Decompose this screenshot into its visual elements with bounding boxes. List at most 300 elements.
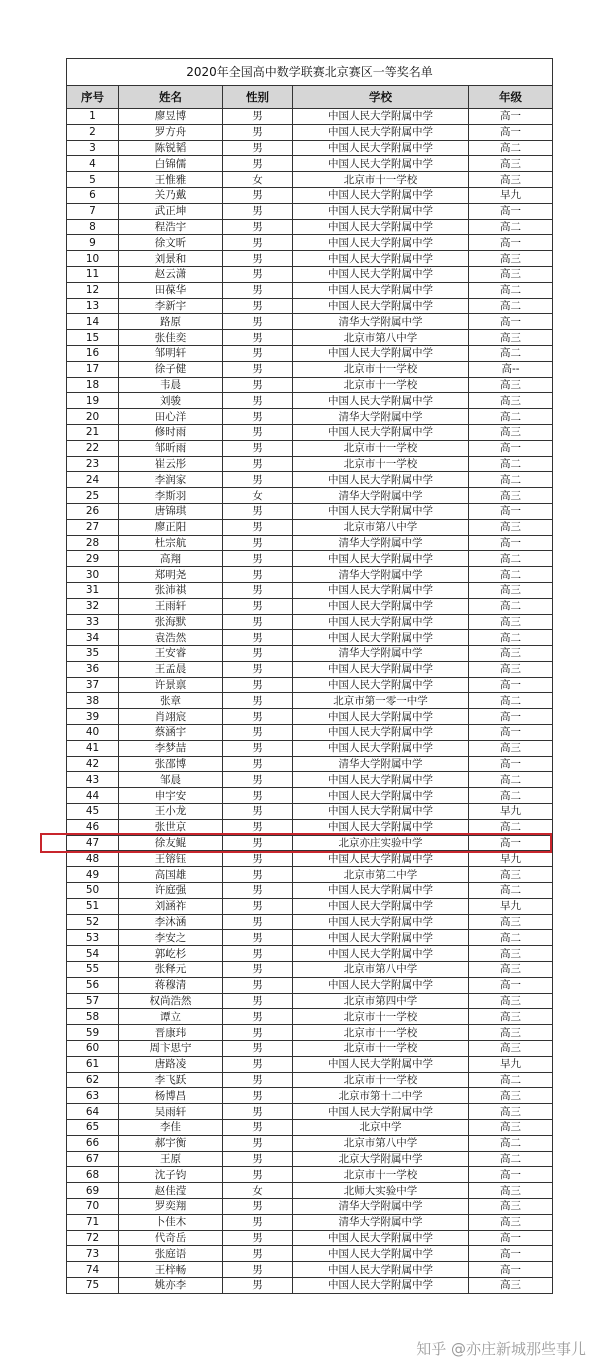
table-row <box>67 409 553 425</box>
cell-grade: 高二 <box>469 298 553 314</box>
cell-gender: 男 <box>223 1120 293 1136</box>
cell-school: 中国人民大学附属中学 <box>293 883 469 899</box>
cell-gender: 男 <box>223 503 293 519</box>
table-row <box>67 598 553 614</box>
cell-school: 中国人民大学附属中学 <box>293 393 469 409</box>
cell-school: 北京市第十二中学 <box>293 1088 469 1104</box>
cell-grade: 高二 <box>469 551 553 567</box>
cell-grade: 高一 <box>469 725 553 741</box>
cell-index: 11 <box>67 266 119 282</box>
cell-name: 邹明轩 <box>119 345 223 361</box>
cell-index: 65 <box>67 1120 119 1136</box>
cell-grade: 高二 <box>469 1135 553 1151</box>
table-row <box>67 788 553 804</box>
cell-school: 中国人民大学附属中学 <box>293 298 469 314</box>
cell-school: 中国人民大学附属中学 <box>293 819 469 835</box>
cell-gender: 男 <box>223 235 293 251</box>
cell-index: 32 <box>67 598 119 614</box>
cell-name: 张邵博 <box>119 756 223 772</box>
cell-name: 廖正阳 <box>119 519 223 535</box>
table-row <box>67 977 553 993</box>
cell-gender: 女 <box>223 1183 293 1199</box>
table-row <box>67 646 553 662</box>
table-row <box>67 109 553 125</box>
cell-gender: 男 <box>223 851 293 867</box>
cell-grade: 高二 <box>469 409 553 425</box>
table-row <box>67 440 553 456</box>
cell-gender: 男 <box>223 424 293 440</box>
table-row <box>67 883 553 899</box>
table-row <box>67 1214 553 1230</box>
cell-grade: 高三 <box>469 914 553 930</box>
cell-index: 18 <box>67 377 119 393</box>
cell-index: 3 <box>67 140 119 156</box>
table-row <box>67 172 553 188</box>
cell-index: 34 <box>67 630 119 646</box>
cell-grade: 高二 <box>469 456 553 472</box>
cell-grade: 高二 <box>469 219 553 235</box>
cell-school: 清华大学附属中学 <box>293 1214 469 1230</box>
cell-school: 中国人民大学附属中学 <box>293 203 469 219</box>
cell-school: 清华大学附属中学 <box>293 409 469 425</box>
cell-school: 中国人民大学附属中学 <box>293 187 469 203</box>
cell-gender: 男 <box>223 330 293 346</box>
cell-index: 31 <box>67 582 119 598</box>
cell-index: 35 <box>67 646 119 662</box>
cell-gender: 男 <box>223 946 293 962</box>
table-row <box>67 582 553 598</box>
cell-gender: 男 <box>223 298 293 314</box>
cell-name: 武正坤 <box>119 203 223 219</box>
cell-school: 中国人民大学附属中学 <box>293 472 469 488</box>
table-row <box>67 930 553 946</box>
cell-grade: 高一 <box>469 977 553 993</box>
cell-grade: 高三 <box>469 1277 553 1293</box>
cell-index: 17 <box>67 361 119 377</box>
cell-gender: 男 <box>223 835 293 851</box>
cell-gender: 男 <box>223 962 293 978</box>
cell-index: 49 <box>67 867 119 883</box>
cell-school: 北京市第二中学 <box>293 867 469 883</box>
cell-index: 57 <box>67 993 119 1009</box>
cell-gender: 男 <box>223 898 293 914</box>
cell-school: 中国人民大学附属中学 <box>293 851 469 867</box>
cell-name: 张沛祺 <box>119 582 223 598</box>
cell-school: 中国人民大学附属中学 <box>293 661 469 677</box>
cell-index: 50 <box>67 883 119 899</box>
cell-gender: 男 <box>223 1088 293 1104</box>
cell-name: 刘涵祚 <box>119 898 223 914</box>
cell-gender: 男 <box>223 251 293 267</box>
cell-name: 代奇岳 <box>119 1230 223 1246</box>
cell-index: 58 <box>67 1009 119 1025</box>
table-row <box>67 677 553 693</box>
cell-name: 申宇安 <box>119 788 223 804</box>
cell-index: 8 <box>67 219 119 235</box>
cell-name: 沈子钧 <box>119 1167 223 1183</box>
cell-name: 周卞思宁 <box>119 1041 223 1057</box>
cell-gender: 男 <box>223 519 293 535</box>
cell-gender: 男 <box>223 1246 293 1262</box>
cell-name: 许庭强 <box>119 883 223 899</box>
cell-index: 53 <box>67 930 119 946</box>
cell-school: 北京市第四中学 <box>293 993 469 1009</box>
cell-gender: 男 <box>223 140 293 156</box>
cell-gender: 男 <box>223 567 293 583</box>
cell-school: 中国人民大学附属中学 <box>293 282 469 298</box>
cell-school: 中国人民大学附属中学 <box>293 709 469 725</box>
cell-gender: 男 <box>223 1072 293 1088</box>
table-row <box>67 946 553 962</box>
cell-gender: 男 <box>223 677 293 693</box>
cell-index: 38 <box>67 693 119 709</box>
cell-school: 清华大学附属中学 <box>293 1198 469 1214</box>
cell-gender: 男 <box>223 1167 293 1183</box>
cell-name: 晋康玮 <box>119 1025 223 1041</box>
cell-name: 王孟晨 <box>119 661 223 677</box>
cell-gender: 男 <box>223 440 293 456</box>
cell-school: 中国人民大学附属中学 <box>293 977 469 993</box>
cell-index: 14 <box>67 314 119 330</box>
cell-grade: 高一 <box>469 1167 553 1183</box>
table-row <box>67 1198 553 1214</box>
cell-school: 中国人民大学附属中学 <box>293 930 469 946</box>
cell-gender: 男 <box>223 1151 293 1167</box>
cell-index: 44 <box>67 788 119 804</box>
cell-name: 李润家 <box>119 472 223 488</box>
cell-index: 10 <box>67 251 119 267</box>
cell-index: 27 <box>67 519 119 535</box>
cell-name: 路原 <box>119 314 223 330</box>
cell-school: 中国人民大学附属中学 <box>293 804 469 820</box>
cell-school: 北京市十一学校 <box>293 456 469 472</box>
cell-index: 56 <box>67 977 119 993</box>
cell-name: 许景禀 <box>119 677 223 693</box>
cell-name: 李新宇 <box>119 298 223 314</box>
cell-index: 64 <box>67 1104 119 1120</box>
cell-school: 北京市第八中学 <box>293 962 469 978</box>
cell-grade: 高三 <box>469 1041 553 1057</box>
cell-school: 中国人民大学附属中学 <box>293 503 469 519</box>
cell-grade: 高一 <box>469 235 553 251</box>
cell-school: 中国人民大学附属中学 <box>293 677 469 693</box>
table-row <box>67 219 553 235</box>
cell-index: 71 <box>67 1214 119 1230</box>
table-row <box>67 567 553 583</box>
watermark: 知乎 @亦庄新城那些事儿 <box>416 1340 586 1358</box>
cell-index: 59 <box>67 1025 119 1041</box>
header-index: 序号 <box>67 86 119 109</box>
cell-grade: 高三 <box>469 393 553 409</box>
table-row <box>67 488 553 504</box>
table-row <box>67 1135 553 1151</box>
cell-school: 中国人民大学附属中学 <box>293 345 469 361</box>
cell-name: 张章 <box>119 693 223 709</box>
cell-grade: 高一 <box>469 709 553 725</box>
cell-grade: 高一 <box>469 756 553 772</box>
cell-grade: 高一 <box>469 1230 553 1246</box>
table-row <box>67 266 553 282</box>
cell-grade: 高三 <box>469 330 553 346</box>
header-name: 姓名 <box>119 86 223 109</box>
cell-school: 中国人民大学附属中学 <box>293 914 469 930</box>
cell-school: 中国人民大学附属中学 <box>293 740 469 756</box>
table-row <box>67 630 553 646</box>
cell-index: 72 <box>67 1230 119 1246</box>
cell-index: 33 <box>67 614 119 630</box>
cell-index: 41 <box>67 740 119 756</box>
cell-grade: 高三 <box>469 1214 553 1230</box>
table-row <box>67 614 553 630</box>
cell-gender: 男 <box>223 914 293 930</box>
cell-gender: 男 <box>223 1025 293 1041</box>
table-row <box>67 361 553 377</box>
table-row <box>67 235 553 251</box>
cell-index: 61 <box>67 1056 119 1072</box>
cell-index: 23 <box>67 456 119 472</box>
cell-school: 中国人民大学附属中学 <box>293 614 469 630</box>
table-title: 2020年全国高中数学联赛北京赛区一等奖名单 <box>67 59 553 86</box>
cell-grade: 高三 <box>469 519 553 535</box>
cell-gender: 男 <box>223 772 293 788</box>
cell-grade: 高二 <box>469 472 553 488</box>
table-row <box>67 140 553 156</box>
cell-school: 清华大学附属中学 <box>293 488 469 504</box>
cell-name: 徐文昕 <box>119 235 223 251</box>
cell-gender: 男 <box>223 819 293 835</box>
award-table <box>66 58 553 1294</box>
cell-gender: 男 <box>223 756 293 772</box>
cell-name: 卜佳木 <box>119 1214 223 1230</box>
cell-grade: 高三 <box>469 962 553 978</box>
cell-grade: 高三 <box>469 1104 553 1120</box>
cell-grade: 高三 <box>469 646 553 662</box>
cell-gender: 男 <box>223 1056 293 1072</box>
cell-grade: 高一 <box>469 677 553 693</box>
table-row <box>67 1088 553 1104</box>
cell-gender: 男 <box>223 661 293 677</box>
table-row <box>67 472 553 488</box>
cell-school: 中国人民大学附属中学 <box>293 1056 469 1072</box>
cell-index: 45 <box>67 804 119 820</box>
cell-name: 杨博昌 <box>119 1088 223 1104</box>
cell-gender: 男 <box>223 1198 293 1214</box>
cell-name: 李安之 <box>119 930 223 946</box>
table-row <box>67 330 553 346</box>
cell-school: 中国人民大学附属中学 <box>293 251 469 267</box>
cell-gender: 男 <box>223 614 293 630</box>
cell-name: 王梓畅 <box>119 1262 223 1278</box>
table-row <box>67 187 553 203</box>
table-row <box>67 867 553 883</box>
cell-name: 郑明尧 <box>119 567 223 583</box>
table-row <box>67 424 553 440</box>
table-row <box>67 282 553 298</box>
cell-gender: 男 <box>223 930 293 946</box>
cell-school: 中国人民大学附属中学 <box>293 898 469 914</box>
cell-gender: 男 <box>223 314 293 330</box>
cell-gender: 男 <box>223 219 293 235</box>
cell-index: 43 <box>67 772 119 788</box>
table-row <box>67 124 553 140</box>
cell-grade: 高一 <box>469 835 553 851</box>
cell-grade: 高二 <box>469 1151 553 1167</box>
cell-index: 40 <box>67 725 119 741</box>
cell-grade: 高一 <box>469 1246 553 1262</box>
cell-school: 中国人民大学附属中学 <box>293 582 469 598</box>
cell-school: 中国人民大学附属中学 <box>293 551 469 567</box>
award-sheet <box>66 58 552 1294</box>
cell-gender: 男 <box>223 345 293 361</box>
cell-index: 37 <box>67 677 119 693</box>
cell-school: 北京市十一学校 <box>293 1167 469 1183</box>
table-row <box>67 1056 553 1072</box>
cell-grade: 高一 <box>469 440 553 456</box>
cell-grade: 高三 <box>469 266 553 282</box>
cell-gender: 男 <box>223 282 293 298</box>
cell-gender: 男 <box>223 788 293 804</box>
table-row <box>67 740 553 756</box>
cell-grade: 高三 <box>469 614 553 630</box>
cell-index: 67 <box>67 1151 119 1167</box>
cell-grade: 高三 <box>469 1120 553 1136</box>
cell-index: 25 <box>67 488 119 504</box>
table-row <box>67 298 553 314</box>
cell-index: 15 <box>67 330 119 346</box>
cell-gender: 男 <box>223 883 293 899</box>
cell-school: 北京市十一学校 <box>293 1009 469 1025</box>
table-row <box>67 1151 553 1167</box>
cell-school: 中国人民大学附属中学 <box>293 219 469 235</box>
cell-gender: 男 <box>223 1214 293 1230</box>
cell-school: 北京亦庄实验中学 <box>293 835 469 851</box>
table-row <box>67 1277 553 1293</box>
cell-name: 王雨轩 <box>119 598 223 614</box>
cell-name: 罗奕翔 <box>119 1198 223 1214</box>
cell-school: 北京市十一学校 <box>293 172 469 188</box>
cell-name: 徐友鲲 <box>119 835 223 851</box>
cell-school: 北京市十一学校 <box>293 1041 469 1057</box>
cell-gender: 男 <box>223 646 293 662</box>
cell-index: 2 <box>67 124 119 140</box>
cell-index: 21 <box>67 424 119 440</box>
table-row <box>67 725 553 741</box>
cell-grade: 高一 <box>469 535 553 551</box>
cell-grade: 高三 <box>469 867 553 883</box>
cell-name: 王原 <box>119 1151 223 1167</box>
cell-gender: 男 <box>223 266 293 282</box>
table-row <box>67 519 553 535</box>
cell-grade: 高二 <box>469 788 553 804</box>
cell-gender: 男 <box>223 1230 293 1246</box>
cell-name: 张佳奕 <box>119 330 223 346</box>
cell-name: 王小龙 <box>119 804 223 820</box>
cell-gender: 男 <box>223 1104 293 1120</box>
cell-grade: 高一 <box>469 503 553 519</box>
cell-name: 唐路凌 <box>119 1056 223 1072</box>
table-row <box>67 251 553 267</box>
cell-name: 王惟雅 <box>119 172 223 188</box>
cell-grade: 高三 <box>469 488 553 504</box>
cell-gender: 男 <box>223 109 293 125</box>
table-row <box>67 535 553 551</box>
cell-index: 36 <box>67 661 119 677</box>
cell-grade: 高二 <box>469 693 553 709</box>
cell-school: 北京市十一学校 <box>293 1025 469 1041</box>
cell-index: 48 <box>67 851 119 867</box>
cell-name: 权尚浩然 <box>119 993 223 1009</box>
cell-grade: 早九 <box>469 187 553 203</box>
table-row <box>67 914 553 930</box>
table-row <box>67 1246 553 1262</box>
cell-school: 北师大实验中学 <box>293 1183 469 1199</box>
cell-gender: 男 <box>223 582 293 598</box>
cell-gender: 男 <box>223 740 293 756</box>
cell-grade: 高二 <box>469 282 553 298</box>
cell-index: 13 <box>67 298 119 314</box>
table-head <box>67 59 553 109</box>
cell-name: 肖翊宸 <box>119 709 223 725</box>
cell-grade: 高三 <box>469 1088 553 1104</box>
cell-school: 北京市十一学校 <box>293 361 469 377</box>
cell-school: 中国人民大学附属中学 <box>293 235 469 251</box>
table-row <box>67 804 553 820</box>
table-row <box>67 993 553 1009</box>
table-row <box>67 709 553 725</box>
table-row <box>67 851 553 867</box>
cell-name: 李沐涵 <box>119 914 223 930</box>
cell-school: 北京市十一学校 <box>293 440 469 456</box>
cell-gender: 男 <box>223 361 293 377</box>
cell-index: 46 <box>67 819 119 835</box>
cell-index: 4 <box>67 156 119 172</box>
table-row <box>67 345 553 361</box>
cell-grade: 高三 <box>469 993 553 1009</box>
cell-gender: 男 <box>223 187 293 203</box>
cell-school: 北京市第八中学 <box>293 330 469 346</box>
table-row <box>67 551 553 567</box>
cell-name: 赵云潇 <box>119 266 223 282</box>
cell-school: 北京市第八中学 <box>293 519 469 535</box>
cell-name: 杜宗航 <box>119 535 223 551</box>
table-row <box>67 661 553 677</box>
cell-school: 中国人民大学附属中学 <box>293 156 469 172</box>
cell-gender: 男 <box>223 1262 293 1278</box>
cell-index: 12 <box>67 282 119 298</box>
cell-gender: 男 <box>223 124 293 140</box>
table-row <box>67 898 553 914</box>
cell-index: 68 <box>67 1167 119 1183</box>
cell-grade: 高一 <box>469 314 553 330</box>
cell-gender: 男 <box>223 377 293 393</box>
cell-name: 赵佳滢 <box>119 1183 223 1199</box>
cell-index: 9 <box>67 235 119 251</box>
cell-grade: 高二 <box>469 772 553 788</box>
cell-name: 蔡涵宇 <box>119 725 223 741</box>
cell-name: 王镕钰 <box>119 851 223 867</box>
cell-gender: 男 <box>223 156 293 172</box>
cell-grade: 高三 <box>469 582 553 598</box>
cell-name: 邹昕雨 <box>119 440 223 456</box>
cell-gender: 男 <box>223 993 293 1009</box>
cell-grade: 高三 <box>469 172 553 188</box>
cell-name: 谭立 <box>119 1009 223 1025</box>
table-row <box>67 1167 553 1183</box>
table-row <box>67 1262 553 1278</box>
cell-school: 中国人民大学附属中学 <box>293 266 469 282</box>
header-row <box>67 86 553 109</box>
cell-grade: 高三 <box>469 1183 553 1199</box>
